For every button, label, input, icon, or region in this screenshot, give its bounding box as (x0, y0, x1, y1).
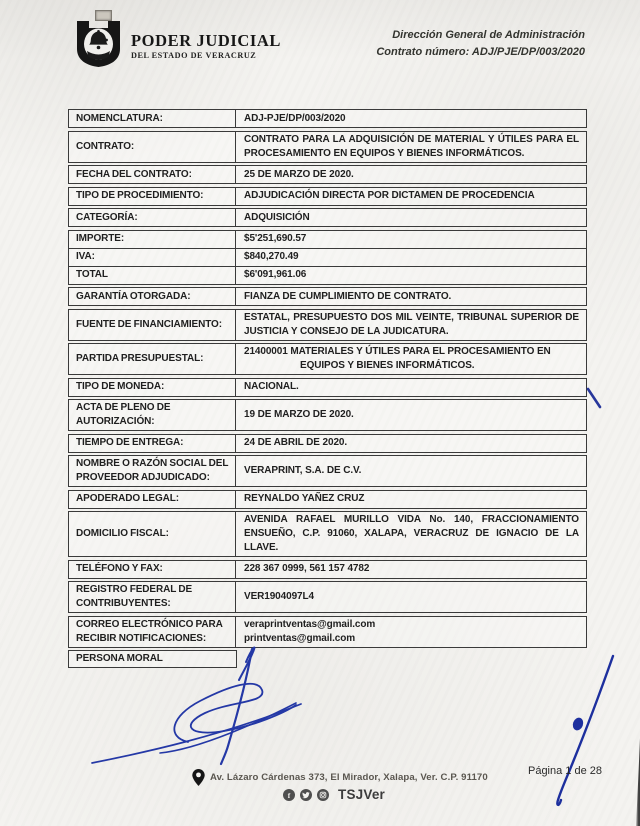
row-value: CONTRATO PARA LA ADQUISICIÓN DE MATERIAL Y ÚTILES PARA EL PROCESAMIENTO EN EQUIPOS Y BIENES INFORMÁTICOS. (244, 133, 579, 159)
logo-subtitle: DEL ESTADO DE VERACRUZ (131, 50, 257, 60)
table-row (68, 131, 587, 163)
poder-judicial-crest-icon (75, 18, 122, 67)
table-row (68, 343, 587, 375)
row-label: PARTIDA PRESUPUESTAL: (69, 344, 236, 374)
svg-text:f: f (287, 790, 291, 800)
row-value: ADJUDICACIÓN DIRECTA POR DICTAMEN DE PROCEDENCIA (244, 190, 535, 201)
table-row (68, 581, 587, 613)
contract-info-table (68, 109, 587, 671)
location-pin-icon (192, 769, 205, 786)
row-value: ESTATAL, PRESUPUESTO DOS MIL VEINTE, TRIBUNAL SUPERIOR DE JUSTICIA Y CONSEJO DE LA JUDICATURA. (244, 311, 579, 337)
table-row (68, 187, 587, 206)
row-value: VERAPRINT, S.A. DE C.V. (244, 465, 362, 476)
table-row (68, 309, 587, 341)
table-row (68, 287, 587, 306)
row-label: FUENTE DE FINANCIAMIENTO: (69, 310, 236, 340)
table-row (68, 399, 587, 431)
table-row (68, 165, 587, 184)
table-row (68, 208, 587, 227)
row-label: ACTA DE PLENO DE AUTORIZACIÓN: (69, 400, 236, 430)
table-row (68, 434, 587, 453)
table-row (68, 109, 587, 128)
row-value-line: printventas@gmail.com (244, 632, 356, 644)
facebook-icon (283, 789, 295, 801)
row-label: DOMICILIO FISCAL: (69, 512, 236, 556)
row-label: CATEGORÍA: (69, 209, 236, 226)
row-value: 24 DE ABRIL DE 2020. (244, 437, 348, 448)
row-value: ADJ-PJE/DP/003/2020 (244, 112, 346, 124)
row-value: NACIONAL. (244, 381, 299, 392)
table-row (68, 490, 587, 509)
instagram-icon (317, 789, 329, 801)
table-row (68, 560, 587, 579)
address-text: Av. Lázaro Cárdenas 373, El Mirador, Xalapa, Ver. C.P. 91170 (210, 772, 488, 783)
row-value (236, 344, 586, 374)
row-value: 228 367 0999, 561 157 4782 (244, 563, 370, 574)
row-label: NOMENCLATURA: (69, 110, 236, 127)
row-label: GARANTÍA OTORGADA: (69, 288, 236, 305)
table-row (68, 249, 587, 267)
row-label: IVA: (69, 249, 236, 266)
row-label: CONTRATO: (69, 132, 236, 162)
table-row (68, 511, 587, 557)
logo-title: PODER JUDICIAL (131, 31, 282, 50)
row-value: $840,270.49 (244, 251, 299, 262)
row-label: TIPO DE MONEDA: (69, 379, 236, 396)
row-value: VER1904097L4 (244, 591, 314, 602)
table-row (68, 616, 587, 648)
table-row (68, 378, 587, 397)
row-label: PERSONA MORAL (76, 653, 163, 664)
row-label: TELÉFONO Y FAX: (69, 561, 236, 578)
row-label: TIPO DE PROCEDIMIENTO: (69, 188, 236, 205)
table-row (68, 455, 587, 487)
row-value-line: 21400001 MATERIALES Y ÚTILES PARA EL PROCESAMIENTO EN (244, 346, 551, 357)
row-value: $6'091,961.06 (244, 269, 307, 280)
table-row (68, 230, 587, 249)
row-value (236, 617, 586, 647)
row-label: APODERADO LEGAL: (69, 491, 236, 508)
department-title: Dirección General de Administración (392, 29, 585, 41)
social-line (283, 787, 385, 802)
row-value-line: veraprintventas@gmail.com (244, 618, 376, 630)
row-label: TIEMPO DE ENTREGA: (69, 435, 236, 452)
twitter-icon (300, 789, 312, 801)
contract-number: Contrato número: ADJ/PJE/DP/003/2020 (376, 46, 585, 59)
row-label: TOTAL (69, 267, 236, 284)
table-row (68, 267, 587, 285)
row-value: ADQUISICIÓN (244, 211, 310, 223)
row-value: FIANZA DE CUMPLIMIENTO DE CONTRATO. (244, 290, 452, 302)
row-value: 19 DE MARZO DE 2020. (244, 409, 354, 420)
row-value: REYNALDO YAÑEZ CRUZ (244, 493, 365, 504)
social-handle: TSJVer (338, 787, 385, 802)
scan-edge-artifact (635, 738, 640, 826)
table-row (68, 650, 237, 668)
row-label: CORREO ELECTRÓNICO PARA RECIBIR NOTIFICACIONES: (69, 617, 236, 647)
logo-text-block (131, 33, 281, 60)
row-value-line: EQUIPOS Y BIENES INFORMÁTICOS. (300, 360, 475, 371)
page-number: Página 1 de 28 (527, 765, 602, 777)
address-line (192, 769, 488, 786)
row-label: NOMBRE O RAZÓN SOCIAL DEL PROVEEDOR ADJUDICADO: (69, 456, 236, 486)
row-label: REGISTRO FEDERAL DE CONTRIBUYENTES: (69, 582, 236, 612)
header-right-block (376, 27, 585, 61)
row-value: 25 DE MARZO DE 2020. (244, 168, 354, 180)
row-value: AVENIDA RAFAEL MURILLO VIDA No. 140, FRACCIONAMIENTO ENSUEÑO, C.P. 91060, XALAPA, VERACRUZ DE IGNACIO DE LA LLAVE. (244, 514, 579, 553)
row-label: FECHA DEL CONTRATO: (69, 166, 236, 183)
row-value: $5'251,690.57 (244, 233, 307, 244)
row-label: IMPORTE: (69, 231, 236, 248)
